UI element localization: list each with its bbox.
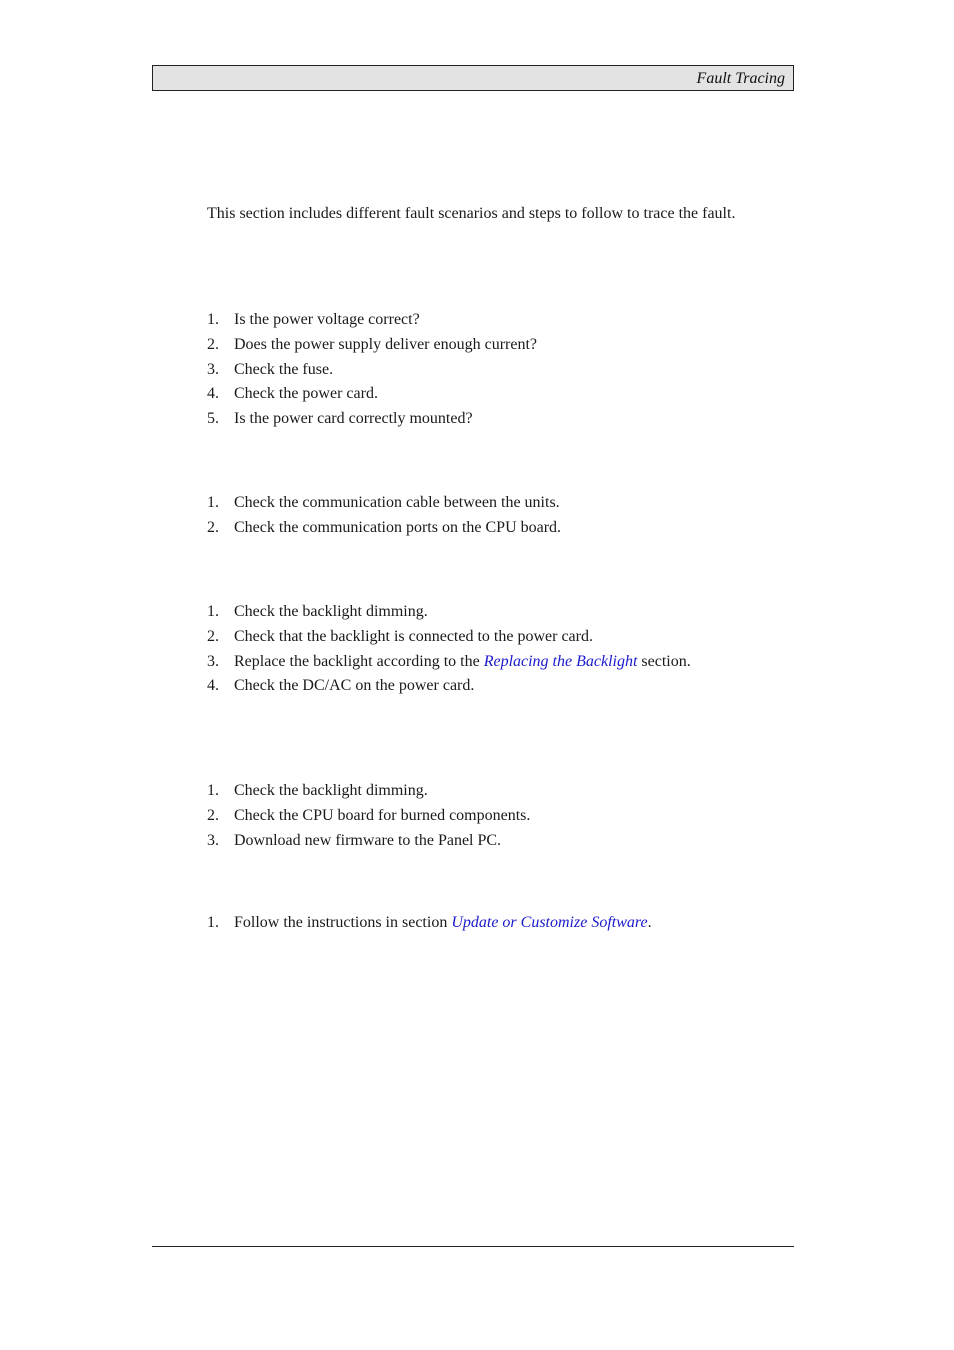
list-item-number: 4. <box>207 385 219 403</box>
list-item-text: Check the communication ports on the CPU board. <box>234 518 562 536</box>
list-item-number: 1. <box>207 494 219 511</box>
list-item-text-before-link: Follow the instructions in section <box>234 914 452 931</box>
list-item-text-after-link: . <box>647 914 652 931</box>
list-item-text-before-link: Replace the backlight according to the <box>234 652 484 670</box>
list-item-text <box>234 650 691 675</box>
list-item-text: Check the fuse. <box>234 360 334 378</box>
list-item-number: 4. <box>207 677 219 695</box>
list-item-number: 2. <box>207 518 219 536</box>
list-item-text: Check the power card. <box>234 385 378 403</box>
list-item-number: 5. <box>207 410 219 428</box>
list-item-number: 3. <box>207 831 219 849</box>
list-item-text: Does the power supply deliver enough current? <box>234 335 538 353</box>
list-item-number: 1. <box>207 603 219 620</box>
list-item-text <box>234 911 652 936</box>
list-item-number: 2. <box>207 335 219 353</box>
list-item-number: 3. <box>207 360 219 378</box>
list-item-number: 1. <box>207 311 219 328</box>
list-item-text: Download new firmware to the Panel PC. <box>234 831 502 849</box>
list-item-text: Check the communication cable between the units. <box>234 494 560 511</box>
update-software-link[interactable]: Update or Customize Software <box>451 914 648 931</box>
list-item-text: Check the CPU board for burned components. <box>234 806 531 824</box>
list-item-number: 1. <box>207 914 219 931</box>
list-item-text: Is the power voltage correct? <box>234 311 420 328</box>
list-item-text-after-link: section. <box>637 652 691 670</box>
list-item-text: Check the backlight dimming. <box>234 782 428 799</box>
list-item-text: Check that the backlight is connected to the power card. <box>234 627 593 645</box>
page-header <box>152 65 794 91</box>
list-item-number: 2. <box>207 806 219 824</box>
list-item-number: 1. <box>207 782 219 799</box>
list-item-number: 2. <box>207 627 219 645</box>
list-item-text: Check the DC/AC on the power card. <box>234 677 475 695</box>
list-item-number: 3. <box>207 652 219 670</box>
header-title: Fault Tracing <box>696 70 785 87</box>
list-item-text: Check the backlight dimming. <box>234 603 428 620</box>
intro-paragraph: This section includes different fault scenarios and steps to follow to trace the fault. <box>207 205 736 222</box>
footer-divider <box>152 1246 794 1247</box>
list-item-text: Is the power card correctly mounted? <box>234 410 473 428</box>
replacing-backlight-link[interactable]: Replacing the Backlight <box>483 652 638 670</box>
